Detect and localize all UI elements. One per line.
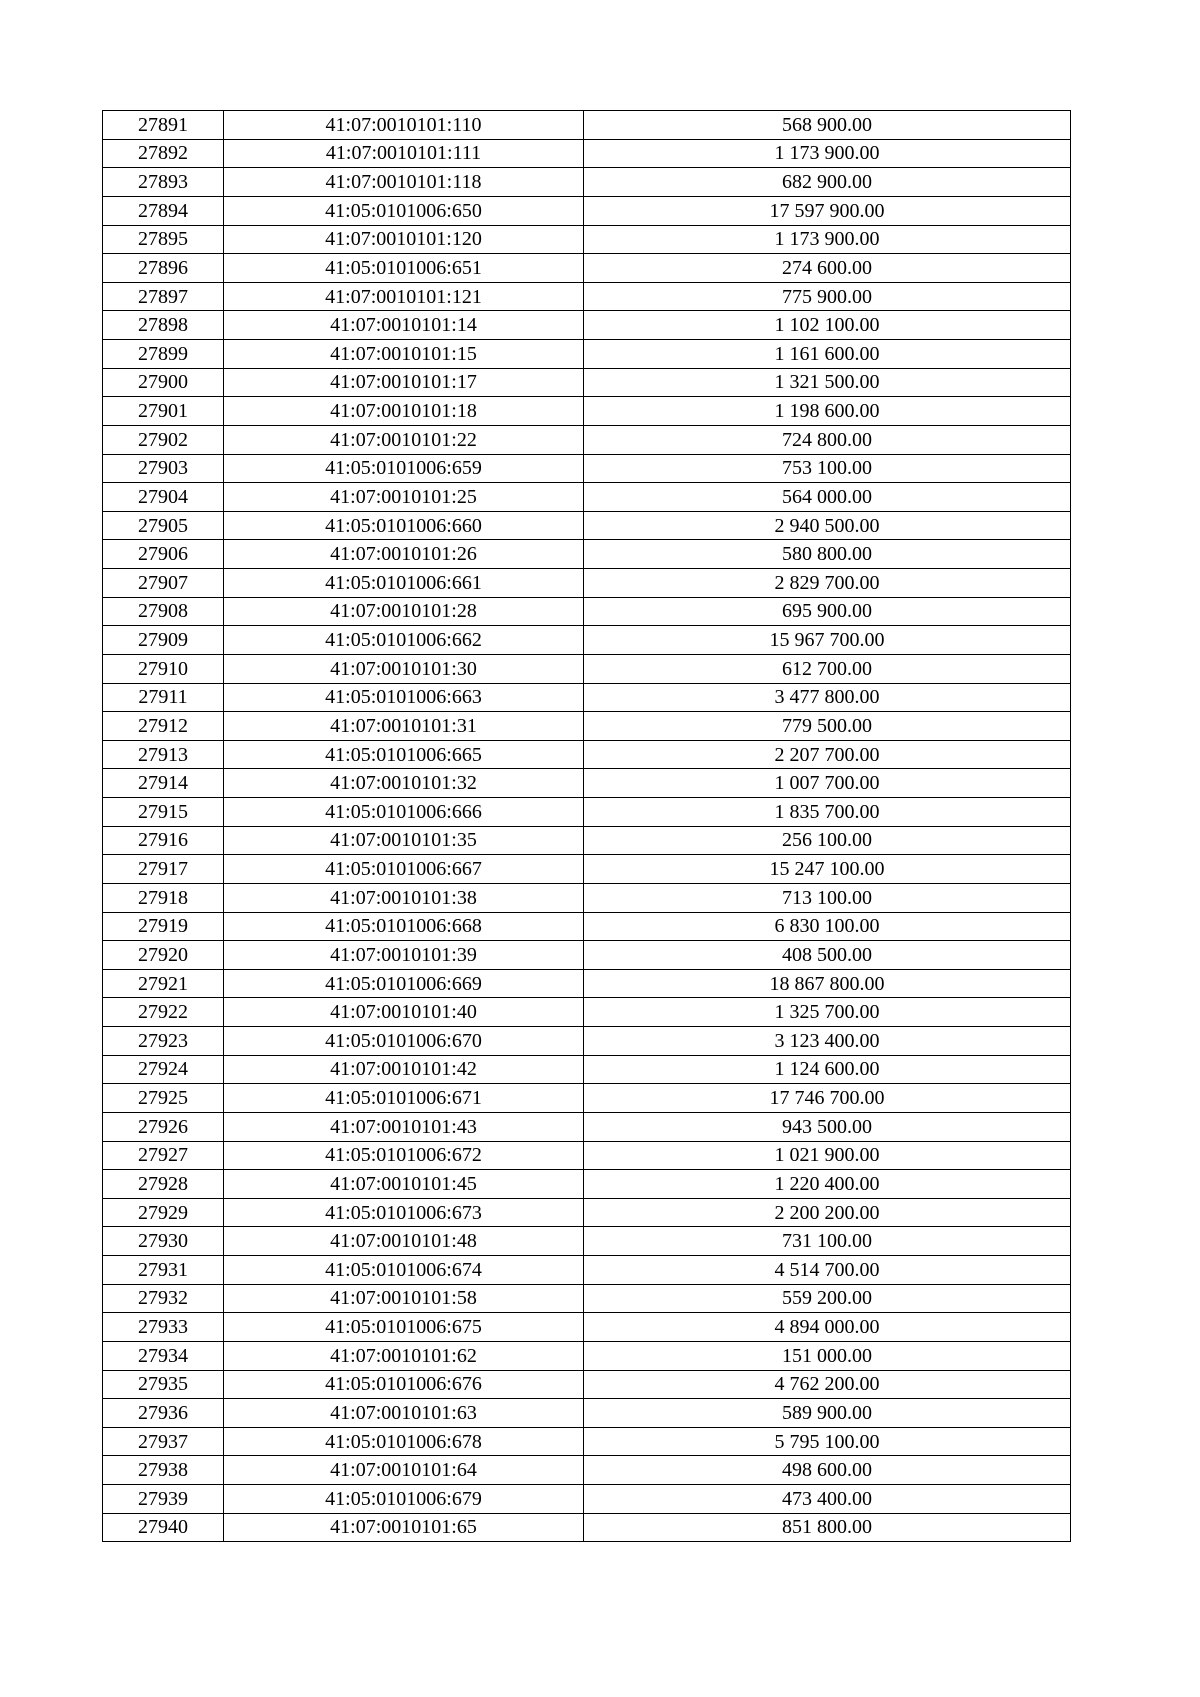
table-row <box>103 511 1071 540</box>
cadastral-value-cell: 274 600.00 <box>584 254 1071 283</box>
row-number-cell: 27927 <box>103 1141 224 1170</box>
row-number-cell: 27892 <box>103 139 224 168</box>
table-row <box>103 111 1071 140</box>
row-number-cell: 27932 <box>103 1284 224 1313</box>
cadastral-value-cell: 4 894 000.00 <box>584 1313 1071 1342</box>
row-number-cell: 27921 <box>103 969 224 998</box>
cadastral-number-cell: 41:05:0101006:674 <box>224 1256 584 1285</box>
cadastral-value-cell: 1 021 900.00 <box>584 1141 1071 1170</box>
row-number-cell: 27901 <box>103 397 224 426</box>
cadastral-number-cell: 41:07:0010101:18 <box>224 397 584 426</box>
cadastral-number-cell: 41:05:0101006:670 <box>224 1027 584 1056</box>
table-row <box>103 712 1071 741</box>
table-row <box>103 168 1071 197</box>
cadastral-value-cell: 17 746 700.00 <box>584 1084 1071 1113</box>
cadastral-number-cell: 41:07:0010101:65 <box>224 1513 584 1542</box>
cadastral-number-cell: 41:07:0010101:40 <box>224 998 584 1027</box>
cadastral-value-cell: 473 400.00 <box>584 1485 1071 1514</box>
row-number-cell: 27928 <box>103 1170 224 1199</box>
table-row <box>103 597 1071 626</box>
table-row <box>103 1427 1071 1456</box>
row-number-cell: 27895 <box>103 225 224 254</box>
row-number-cell: 27905 <box>103 511 224 540</box>
table-row <box>103 225 1071 254</box>
cadastral-number-cell: 41:07:0010101:14 <box>224 311 584 340</box>
cadastral-number-cell: 41:07:0010101:28 <box>224 597 584 626</box>
row-number-cell: 27940 <box>103 1513 224 1542</box>
cadastral-value-cell: 568 900.00 <box>584 111 1071 140</box>
row-number-cell: 27904 <box>103 483 224 512</box>
row-number-cell: 27919 <box>103 912 224 941</box>
table-row <box>103 1141 1071 1170</box>
cadastral-value-cell: 2 200 200.00 <box>584 1198 1071 1227</box>
cadastral-value-cell: 18 867 800.00 <box>584 969 1071 998</box>
table-row <box>103 826 1071 855</box>
row-number-cell: 27916 <box>103 826 224 855</box>
row-number-cell: 27920 <box>103 941 224 970</box>
cadastral-value-cell: 256 100.00 <box>584 826 1071 855</box>
cadastral-value-cell: 731 100.00 <box>584 1227 1071 1256</box>
table-row <box>103 1284 1071 1313</box>
cadastral-value-cell: 1 173 900.00 <box>584 225 1071 254</box>
cadastral-value-cell: 1 124 600.00 <box>584 1055 1071 1084</box>
cadastral-value-cell: 1 325 700.00 <box>584 998 1071 1027</box>
row-number-cell: 27893 <box>103 168 224 197</box>
cadastral-number-cell: 41:05:0101006:675 <box>224 1313 584 1342</box>
table-row <box>103 969 1071 998</box>
table-row <box>103 941 1071 970</box>
cadastral-number-cell: 41:05:0101006:660 <box>224 511 584 540</box>
cadastral-number-cell: 41:07:0010101:26 <box>224 540 584 569</box>
cadastral-number-cell: 41:07:0010101:43 <box>224 1112 584 1141</box>
table-row <box>103 340 1071 369</box>
cadastral-value-cell: 4 514 700.00 <box>584 1256 1071 1285</box>
cadastral-number-cell: 41:07:0010101:35 <box>224 826 584 855</box>
table-row <box>103 1341 1071 1370</box>
row-number-cell: 27917 <box>103 855 224 884</box>
cadastral-number-cell: 41:05:0101006:663 <box>224 683 584 712</box>
table-row <box>103 397 1071 426</box>
cadastral-value-cell: 498 600.00 <box>584 1456 1071 1485</box>
table-row <box>103 740 1071 769</box>
table-row <box>103 1112 1071 1141</box>
row-number-cell: 27896 <box>103 254 224 283</box>
row-number-cell: 27931 <box>103 1256 224 1285</box>
cadastral-number-cell: 41:07:0010101:110 <box>224 111 584 140</box>
table-row <box>103 1084 1071 1113</box>
row-number-cell: 27915 <box>103 798 224 827</box>
row-number-cell: 27903 <box>103 454 224 483</box>
row-number-cell: 27913 <box>103 740 224 769</box>
table-row <box>103 1198 1071 1227</box>
table-body <box>103 111 1071 1542</box>
cadastral-number-cell: 41:07:0010101:30 <box>224 654 584 683</box>
table-row <box>103 368 1071 397</box>
table-row <box>103 1370 1071 1399</box>
cadastral-number-cell: 41:07:0010101:48 <box>224 1227 584 1256</box>
cadastral-value-cell: 779 500.00 <box>584 712 1071 741</box>
row-number-cell: 27911 <box>103 683 224 712</box>
cadastral-number-cell: 41:05:0101006:672 <box>224 1141 584 1170</box>
row-number-cell: 27933 <box>103 1313 224 1342</box>
cadastral-number-cell: 41:07:0010101:25 <box>224 483 584 512</box>
row-number-cell: 27922 <box>103 998 224 1027</box>
table-row <box>103 454 1071 483</box>
cadastral-number-cell: 41:05:0101006:679 <box>224 1485 584 1514</box>
cadastral-number-cell: 41:05:0101006:650 <box>224 196 584 225</box>
row-number-cell: 27908 <box>103 597 224 626</box>
table-row <box>103 1170 1071 1199</box>
cadastral-number-cell: 41:07:0010101:63 <box>224 1399 584 1428</box>
cadastral-number-cell: 41:05:0101006:669 <box>224 969 584 998</box>
table-row <box>103 282 1071 311</box>
table-row <box>103 139 1071 168</box>
cadastral-value-cell: 17 597 900.00 <box>584 196 1071 225</box>
table-row <box>103 883 1071 912</box>
row-number-cell: 27926 <box>103 1112 224 1141</box>
cadastral-number-cell: 41:07:0010101:31 <box>224 712 584 741</box>
table-row <box>103 1485 1071 1514</box>
cadastral-number-cell: 41:07:0010101:45 <box>224 1170 584 1199</box>
table-row <box>103 1227 1071 1256</box>
table-row <box>103 654 1071 683</box>
table-row <box>103 1313 1071 1342</box>
cadastral-value-cell: 580 800.00 <box>584 540 1071 569</box>
table-row <box>103 912 1071 941</box>
table-row <box>103 569 1071 598</box>
cadastral-value-cell: 1 007 700.00 <box>584 769 1071 798</box>
cadastral-value-cell: 151 000.00 <box>584 1341 1071 1370</box>
cadastral-value-cell: 2 940 500.00 <box>584 511 1071 540</box>
table-row <box>103 254 1071 283</box>
cadastral-number-cell: 41:07:0010101:32 <box>224 769 584 798</box>
cadastral-number-cell: 41:05:0101006:676 <box>224 1370 584 1399</box>
cadastral-number-cell: 41:07:0010101:121 <box>224 282 584 311</box>
row-number-cell: 27939 <box>103 1485 224 1514</box>
table-row <box>103 1513 1071 1542</box>
cadastral-value-cell: 2 829 700.00 <box>584 569 1071 598</box>
row-number-cell: 27924 <box>103 1055 224 1084</box>
cadastral-number-cell: 41:05:0101006:671 <box>224 1084 584 1113</box>
cadastral-number-cell: 41:07:0010101:62 <box>224 1341 584 1370</box>
cadastral-value-cell: 724 800.00 <box>584 425 1071 454</box>
cadastral-value-cell: 15 247 100.00 <box>584 855 1071 884</box>
cadastral-number-cell: 41:05:0101006:678 <box>224 1427 584 1456</box>
cadastral-value-cell: 15 967 700.00 <box>584 626 1071 655</box>
cadastral-value-cell: 3 477 800.00 <box>584 683 1071 712</box>
cadastral-value-cell: 1 102 100.00 <box>584 311 1071 340</box>
table-row <box>103 683 1071 712</box>
cadastral-value-cell: 1 321 500.00 <box>584 368 1071 397</box>
cadastral-value-cell: 589 900.00 <box>584 1399 1071 1428</box>
cadastral-value-cell: 2 207 700.00 <box>584 740 1071 769</box>
cadastral-number-cell: 41:05:0101006:673 <box>224 1198 584 1227</box>
cadastral-value-cell: 713 100.00 <box>584 883 1071 912</box>
row-number-cell: 27925 <box>103 1084 224 1113</box>
cadastral-number-cell: 41:07:0010101:111 <box>224 139 584 168</box>
table-row <box>103 311 1071 340</box>
cadastral-number-cell: 41:07:0010101:15 <box>224 340 584 369</box>
cadastral-number-cell: 41:05:0101006:662 <box>224 626 584 655</box>
cadastral-number-cell: 41:07:0010101:38 <box>224 883 584 912</box>
cadastral-number-cell: 41:05:0101006:651 <box>224 254 584 283</box>
cadastral-value-cell: 1 835 700.00 <box>584 798 1071 827</box>
cadastral-number-cell: 41:05:0101006:667 <box>224 855 584 884</box>
table-row <box>103 855 1071 884</box>
cadastral-value-cell: 564 000.00 <box>584 483 1071 512</box>
cadastral-number-cell: 41:07:0010101:64 <box>224 1456 584 1485</box>
table-row <box>103 483 1071 512</box>
cadastral-value-cell: 408 500.00 <box>584 941 1071 970</box>
row-number-cell: 27899 <box>103 340 224 369</box>
cadastral-value-cell: 1 220 400.00 <box>584 1170 1071 1199</box>
table-row <box>103 540 1071 569</box>
table-row <box>103 425 1071 454</box>
cadastral-number-cell: 41:07:0010101:58 <box>224 1284 584 1313</box>
table-row <box>103 1399 1071 1428</box>
row-number-cell: 27936 <box>103 1399 224 1428</box>
row-number-cell: 27914 <box>103 769 224 798</box>
row-number-cell: 27891 <box>103 111 224 140</box>
cadastral-number-cell: 41:05:0101006:661 <box>224 569 584 598</box>
table-row <box>103 1456 1071 1485</box>
cadastral-value-table <box>102 110 1071 1542</box>
table-row <box>103 1055 1071 1084</box>
row-number-cell: 27938 <box>103 1456 224 1485</box>
row-number-cell: 27906 <box>103 540 224 569</box>
row-number-cell: 27909 <box>103 626 224 655</box>
table-row <box>103 626 1071 655</box>
cadastral-value-cell: 682 900.00 <box>584 168 1071 197</box>
cadastral-value-cell: 753 100.00 <box>584 454 1071 483</box>
cadastral-value-cell: 695 900.00 <box>584 597 1071 626</box>
table-row <box>103 769 1071 798</box>
row-number-cell: 27937 <box>103 1427 224 1456</box>
cadastral-number-cell: 41:05:0101006:665 <box>224 740 584 769</box>
table-row <box>103 1256 1071 1285</box>
row-number-cell: 27934 <box>103 1341 224 1370</box>
row-number-cell: 27918 <box>103 883 224 912</box>
row-number-cell: 27900 <box>103 368 224 397</box>
cadastral-number-cell: 41:07:0010101:17 <box>224 368 584 397</box>
row-number-cell: 27910 <box>103 654 224 683</box>
row-number-cell: 27907 <box>103 569 224 598</box>
row-number-cell: 27898 <box>103 311 224 340</box>
row-number-cell: 27894 <box>103 196 224 225</box>
cadastral-number-cell: 41:07:0010101:42 <box>224 1055 584 1084</box>
cadastral-number-cell: 41:05:0101006:666 <box>224 798 584 827</box>
table-row <box>103 196 1071 225</box>
cadastral-number-cell: 41:07:0010101:118 <box>224 168 584 197</box>
row-number-cell: 27902 <box>103 425 224 454</box>
table-row <box>103 1027 1071 1056</box>
cadastral-value-cell: 5 795 100.00 <box>584 1427 1071 1456</box>
cadastral-value-cell: 559 200.00 <box>584 1284 1071 1313</box>
cadastral-number-cell: 41:07:0010101:22 <box>224 425 584 454</box>
row-number-cell: 27912 <box>103 712 224 741</box>
cadastral-value-cell: 1 161 600.00 <box>584 340 1071 369</box>
cadastral-value-cell: 3 123 400.00 <box>584 1027 1071 1056</box>
row-number-cell: 27935 <box>103 1370 224 1399</box>
cadastral-value-cell: 612 700.00 <box>584 654 1071 683</box>
cadastral-value-cell: 775 900.00 <box>584 282 1071 311</box>
row-number-cell: 27930 <box>103 1227 224 1256</box>
table-row <box>103 798 1071 827</box>
cadastral-number-cell: 41:05:0101006:668 <box>224 912 584 941</box>
cadastral-value-cell: 851 800.00 <box>584 1513 1071 1542</box>
cadastral-number-cell: 41:07:0010101:39 <box>224 941 584 970</box>
cadastral-value-cell: 4 762 200.00 <box>584 1370 1071 1399</box>
cadastral-value-cell: 1 173 900.00 <box>584 139 1071 168</box>
row-number-cell: 27929 <box>103 1198 224 1227</box>
table-row <box>103 998 1071 1027</box>
row-number-cell: 27923 <box>103 1027 224 1056</box>
cadastral-value-cell: 6 830 100.00 <box>584 912 1071 941</box>
cadastral-number-cell: 41:05:0101006:659 <box>224 454 584 483</box>
cadastral-value-cell: 943 500.00 <box>584 1112 1071 1141</box>
cadastral-value-cell: 1 198 600.00 <box>584 397 1071 426</box>
cadastral-number-cell: 41:07:0010101:120 <box>224 225 584 254</box>
row-number-cell: 27897 <box>103 282 224 311</box>
